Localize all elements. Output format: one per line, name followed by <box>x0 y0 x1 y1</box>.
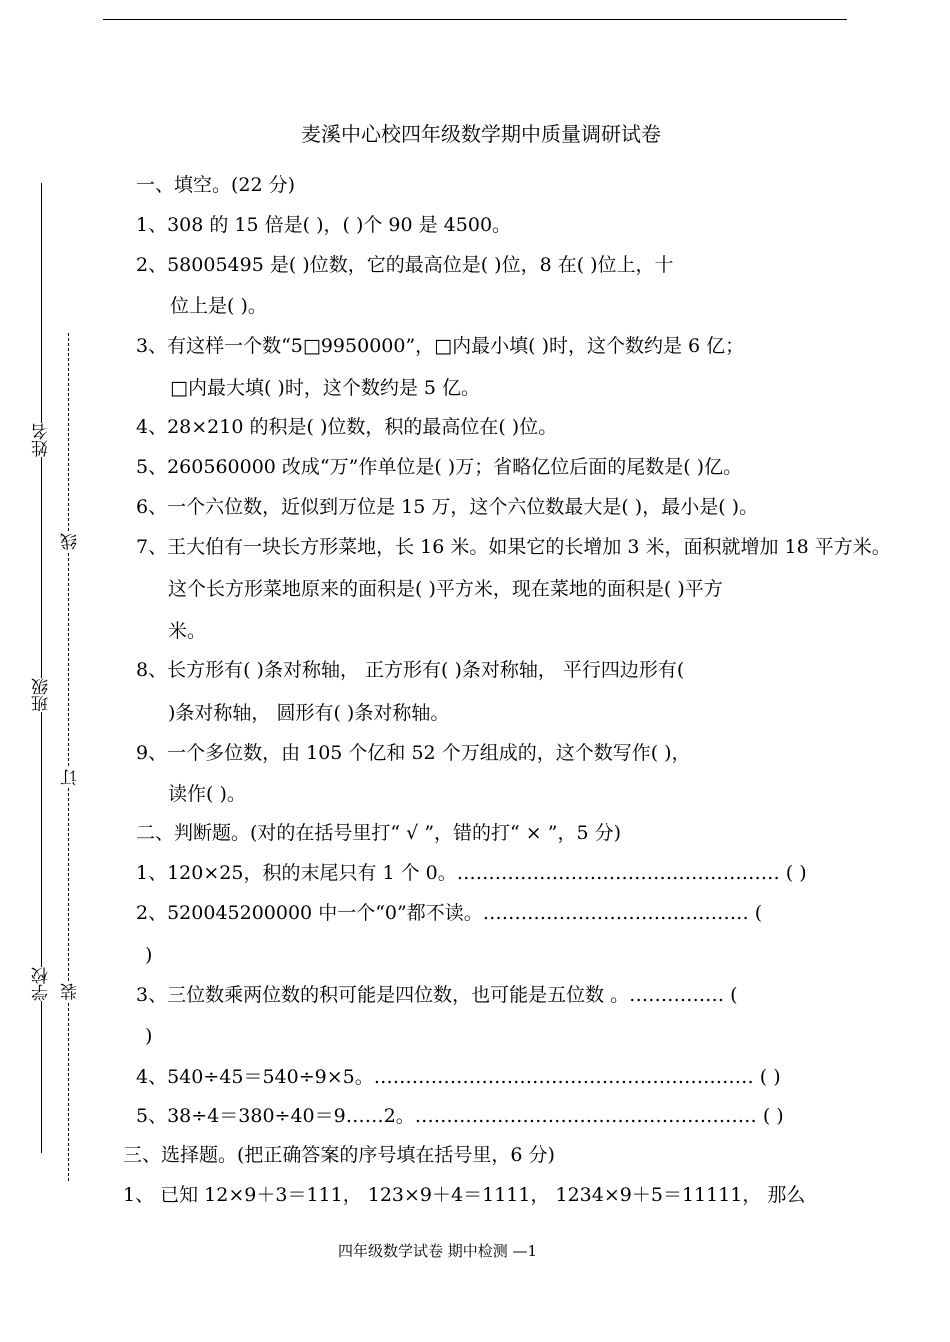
section-1-heading: 一、填空。(22 分) <box>136 174 296 196</box>
question-2-line-2: 位上是( )。 <box>170 295 267 317</box>
question-7-line-2: 这个长方形菜地原来的面积是( )平方米，现在菜地的面积是( )平方 <box>168 578 723 600</box>
judge-3-line-1: 3、三位数乘两位数的积可能是四位数，也可能是五位数 。…………… ( <box>136 984 738 1006</box>
binding-mark-ding: 订 <box>58 767 83 788</box>
school-label: 学校 <box>29 967 54 1001</box>
question-6: 6、一个六位数，近似到万位是 15 万，这个六位数最大是( )，最小是( )。 <box>136 496 759 518</box>
section-3-heading: 三、选择题。(把正确答案的序号填在括号里，6 分) <box>123 1144 555 1166</box>
question-2-line-1: 2、58005495 是( )位数，它的最高位是( )位，8 在( )位上，十 <box>136 254 674 276</box>
question-9-line-2: 读作( )。 <box>168 783 246 805</box>
question-7-line-1: 7、王大伯有一块长方形菜地，长 16 米。如果它的长增加 3 米，面积就增加 18 平方米。 <box>136 536 891 558</box>
question-3-line-1: 3、有这样一个数“5□9950000”，□内最小填( )时，这个数约是 6 亿； <box>136 335 745 357</box>
judge-4: 4、540÷45＝540÷9×5。…………………………………………………… ( ) <box>136 1066 781 1088</box>
top-rule <box>103 19 847 20</box>
page-footer: 四年级数学试卷 期中检测 —1 <box>338 1242 538 1260</box>
class-label: 班级 <box>29 678 54 712</box>
question-8-line-2: )条对称轴， 圆形有( )条对称轴。 <box>168 702 450 724</box>
judge-3-line-2: ) <box>145 1025 153 1047</box>
question-4: 4、28×210 的积是( )位数，积的最高位在( )位。 <box>136 416 558 438</box>
judge-2-line-2: ) <box>145 944 153 966</box>
question-1: 1、308 的 15 倍是( )，( )个 90 是 4500。 <box>136 214 512 236</box>
judge-2-line-1: 2、520045200000 中一个“0”都不读。…………………………………… ( <box>136 902 763 924</box>
binding-mark-line: 线 <box>58 531 83 552</box>
question-8-line-1: 8、长方形有( )条对称轴， 正方形有( )条对称轴， 平行四边形有( <box>136 659 685 681</box>
question-5: 5、260560000 改成“万”作单位是( )万；省略亿位后面的尾数是( )亿。 <box>136 456 743 478</box>
name-label: 姓名 <box>29 423 54 457</box>
question-7-line-3: 米。 <box>168 620 207 642</box>
question-3-line-2: □内最大填( )时，这个数约是 5 亿。 <box>170 377 480 399</box>
binding-dashed-line <box>68 333 69 1181</box>
question-9-line-1: 9、一个多位数，由 105 个亿和 52 个万组成的，这个数写作( )， <box>136 742 691 764</box>
binding-mark-zhuang: 装 <box>58 981 83 1002</box>
judge-1: 1、120×25，积的末尾只有 1 个 0。…………………………………………… ( ) <box>136 862 807 884</box>
choice-1: 1、 已知 12×9＋3＝111， 123×9＋4＝1111， 1234×9＋5＝11111， 那么 <box>123 1184 806 1206</box>
binding-solid-line <box>41 183 42 1153</box>
judge-5: 5、38÷4＝380÷40＝9……2。……………………………………………… ( ) <box>136 1105 784 1127</box>
page-title: 麦溪中心校四年级数学期中质量调研试卷 <box>301 122 661 146</box>
section-2-heading: 二、判断题。(对的在括号里打“ √ ”，错的打“ × ”，5 分) <box>136 822 621 844</box>
